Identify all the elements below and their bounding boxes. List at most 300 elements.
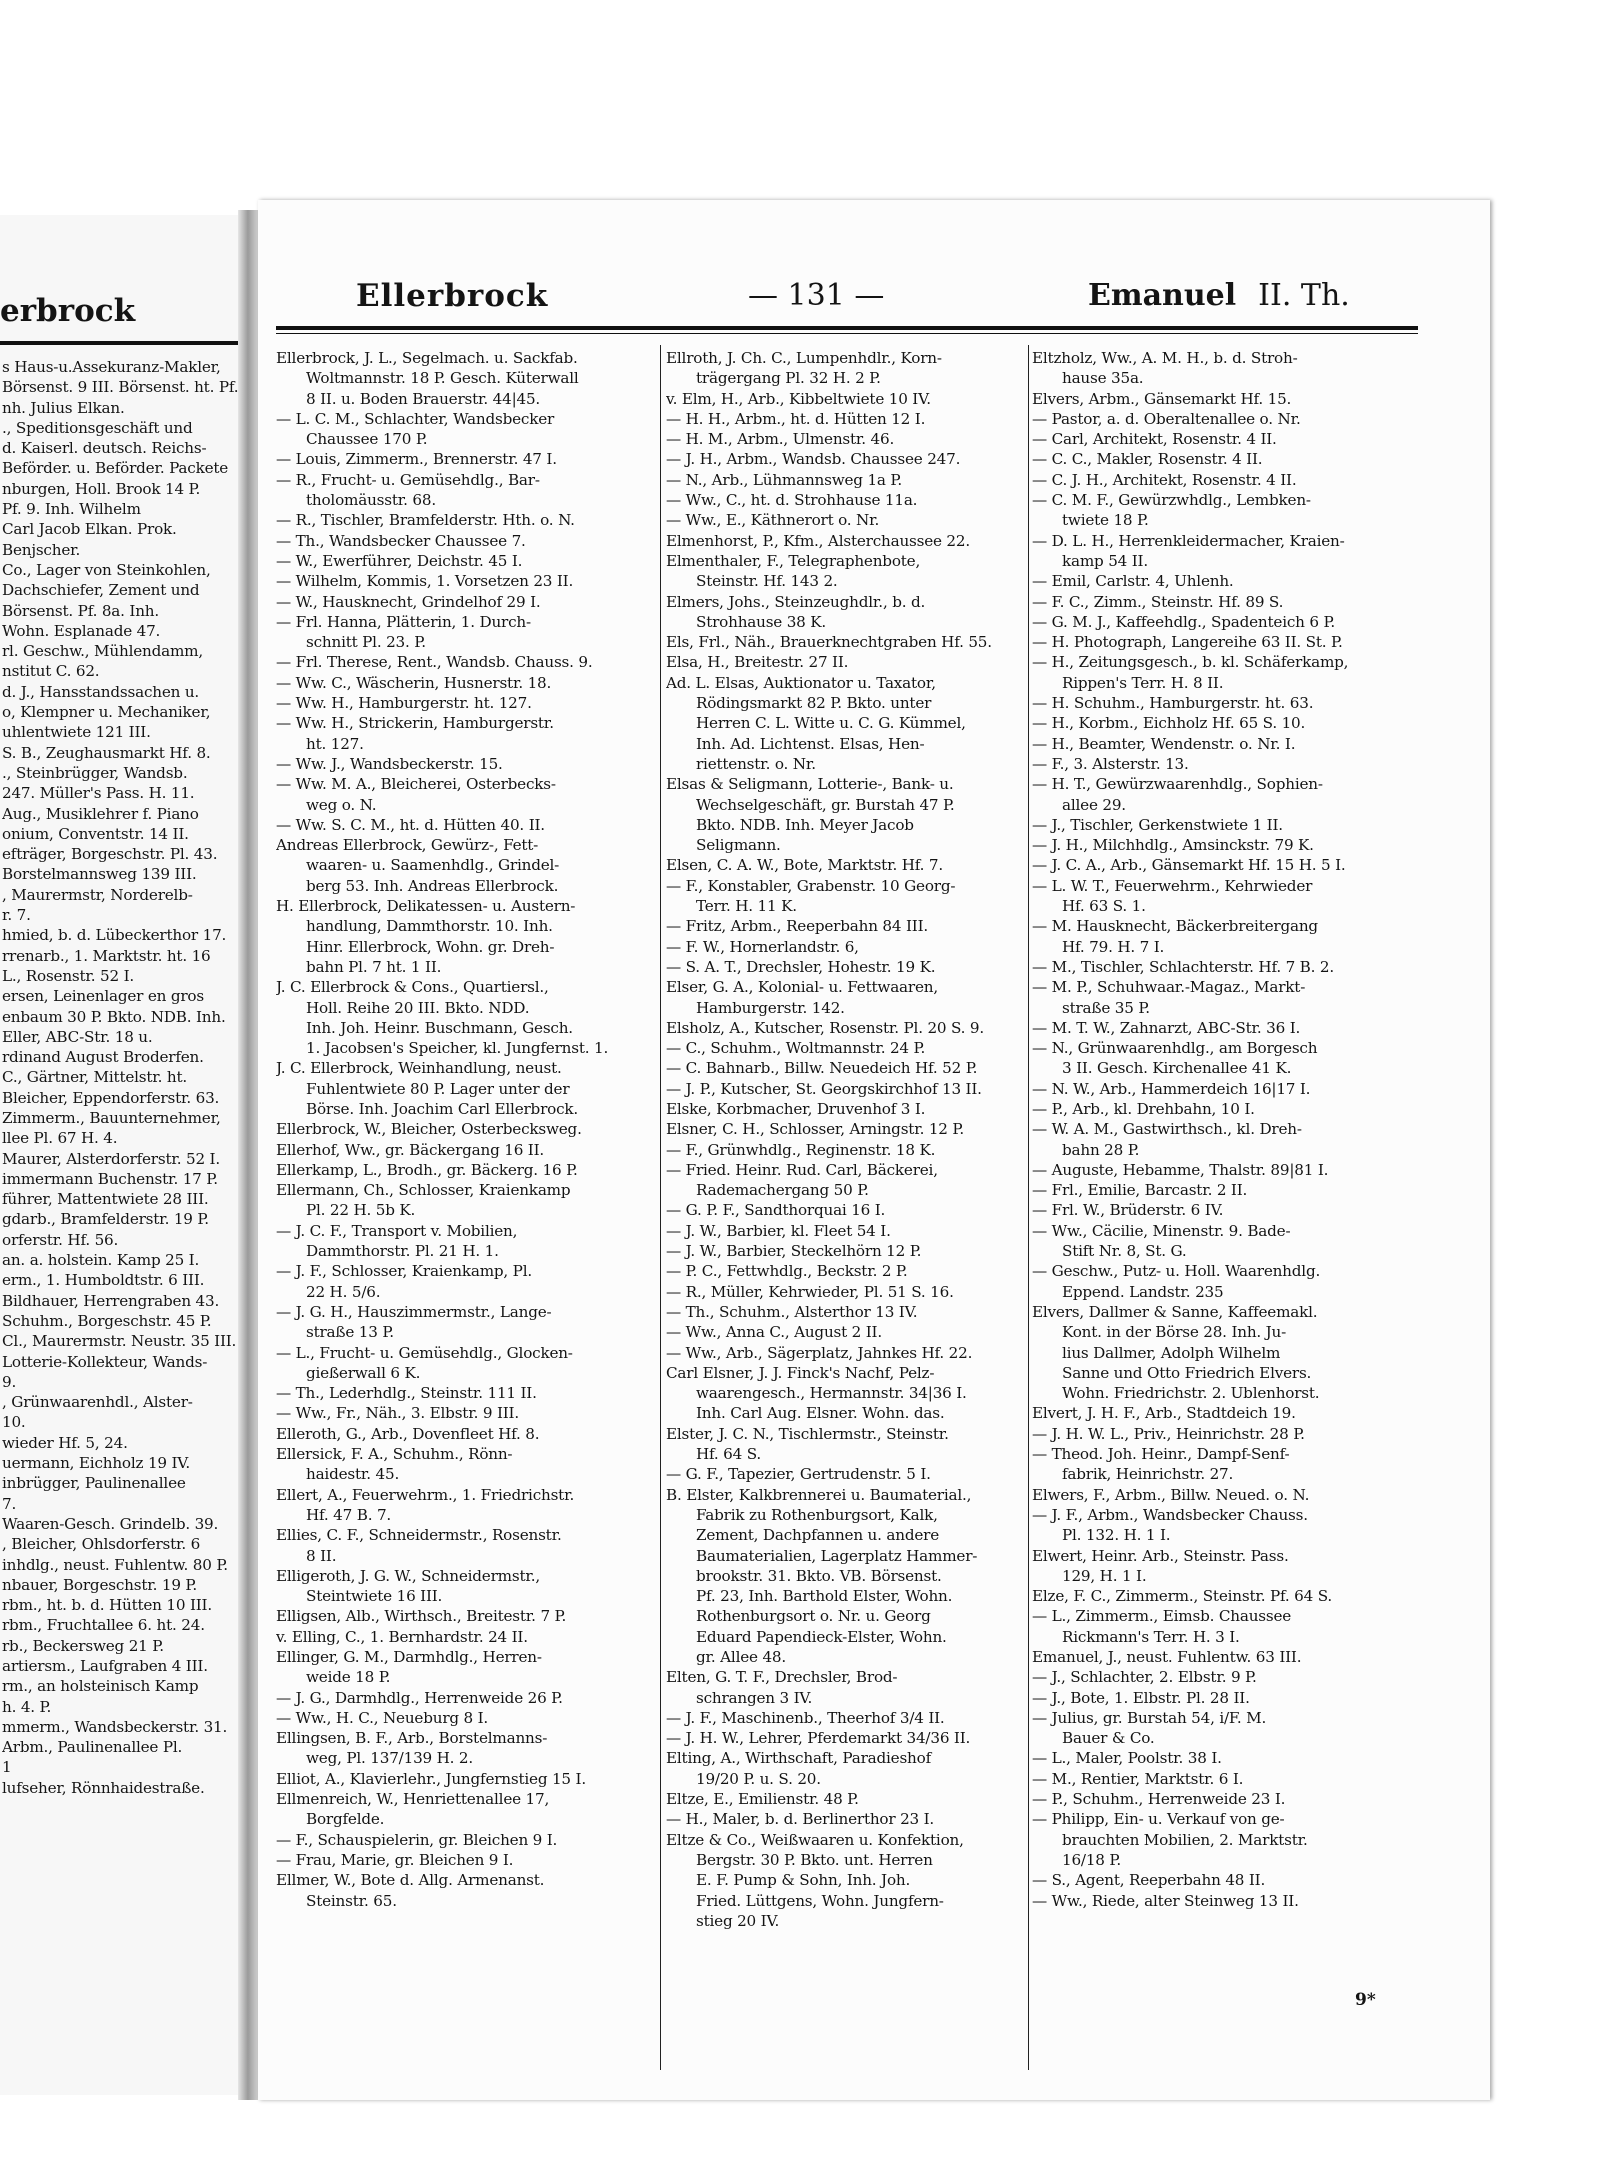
directory-page <box>258 200 1490 2100</box>
directory-entry-line: — P. C., Fettwhdlg., Beckstr. 2 P. <box>666 1262 908 1281</box>
directory-entry-line: — C. Bahnarb., Billw. Neuedeich Hf. 52 P. <box>666 1059 978 1078</box>
previous-page-fragment <box>0 215 245 2095</box>
previous-page-rule <box>0 341 240 345</box>
previous-page-line: d. Kaiserl. deutsch. Reichs- <box>2 439 207 458</box>
previous-page-line: d. J., Hansstandssachen u. <box>2 682 200 701</box>
directory-entry-line: — Frau, Marie, gr. Bleichen 9 I. <box>276 1850 514 1869</box>
directory-entry-line: — M. P., Schuhwaar.-Magaz., Markt- <box>1032 978 1306 997</box>
previous-page-line: S. B., Zeughausmarkt Hf. 8. <box>2 743 211 762</box>
part-label: II. Th. <box>1258 278 1350 313</box>
previous-page-line: Aug., Musiklehrer f. Piano <box>2 804 199 823</box>
directory-entry-line: Hamburgerstr. 142. <box>696 998 845 1017</box>
directory-entry-line: — G. M. J., Kaffeehdlg., Spadenteich 6 P. <box>1032 612 1336 631</box>
directory-entry-line: — M., Tischler, Schlachterstr. Hf. 7 B. 2. <box>1032 957 1334 976</box>
directory-entry-line: J. C. Ellerbrock & Cons., Quartiersl., <box>276 978 549 997</box>
directory-entry-line: v. Elling, C., 1. Bernhardstr. 24 II. <box>276 1627 528 1646</box>
directory-entry-line: Steintwiete 16 III. <box>306 1587 443 1606</box>
directory-entry-line: Steinstr. Hf. 143 2. <box>696 572 838 591</box>
directory-entry-line: — Ww. M. A., Bleicherei, Osterbecks- <box>276 775 556 794</box>
directory-entry-line: brookstr. 31. Bkto. VB. Börsenst. <box>696 1566 942 1585</box>
directory-entry-line: — Ww. C., Wäscherin, Husnerstr. 18. <box>276 673 552 692</box>
directory-entry-line: trägergang Pl. 32 H. 2 P. <box>696 369 881 388</box>
previous-page-line: Bildhauer, Herrengraben 43. <box>2 1291 220 1310</box>
previous-page-line: rb., Beckersweg 21 P. <box>2 1636 164 1655</box>
directory-entry-line: — S., Agent, Reeperbahn 48 II. <box>1032 1871 1266 1890</box>
directory-entry-line: — J. G. H., Hauszimmermstr., Lange- <box>276 1302 552 1321</box>
column-divider-1 <box>660 345 661 2070</box>
previous-page-line: , Maurermstr, Norderelb- <box>2 885 193 904</box>
directory-entry-line: — Ww., E., Käthnerort o. Nr. <box>666 511 880 530</box>
directory-entry-line: — J., Schlachter, 2. Elbstr. 9 P. <box>1032 1668 1257 1687</box>
previous-page-line: Co., Lager von Steinkohlen, <box>2 560 211 579</box>
directory-entry-line: schnitt Pl. 23. P. <box>306 633 426 652</box>
directory-entry-line: Elsas & Seligmann, Lotterie-, Bank- u. <box>666 775 954 794</box>
previous-page-line: C., Gärtner, Mittelstr. ht. <box>2 1068 188 1087</box>
directory-entry-line: fabrik, Heinrichstr. 27. <box>1062 1465 1234 1484</box>
directory-entry-line: — Frl., Emilie, Barcastr. 2 II. <box>1032 1181 1248 1200</box>
directory-entry-line: Rickmann's Terr. H. 3 I. <box>1062 1627 1240 1646</box>
directory-entry-line: — Ww. H., Strickerin, Hamburgerstr. <box>276 714 554 733</box>
directory-entry-line: — D. L. H., Herrenkleidermacher, Kraien- <box>1032 531 1345 550</box>
previous-page-line: Borstelmannsweg 139 III. <box>2 865 197 884</box>
directory-entry-line: Dammthorstr. Pl. 21 H. 1. <box>306 1242 499 1261</box>
directory-entry-line: Stift Nr. 8, St. G. <box>1062 1242 1187 1261</box>
previous-page-line: gdarb., Bramfelderstr. 19 P. <box>2 1210 209 1229</box>
directory-entry-line: Steinstr. 65. <box>306 1891 397 1910</box>
directory-entry-line: — P., Schuhm., Herrenweide 23 I. <box>1032 1790 1286 1809</box>
directory-entry-line: E. F. Pump & Sohn, Inh. Joh. <box>696 1871 911 1890</box>
previous-page-line: Schuhm., Borgeschstr. 45 P. <box>2 1311 212 1330</box>
directory-entry-line: — Ww., Cäcilie, Minenstr. 9. Bade- <box>1032 1221 1291 1240</box>
directory-entry-line: — Ww., Riede, alter Steinweg 13 II. <box>1032 1891 1299 1910</box>
directory-entry-line: 19/20 P. u. S. 20. <box>696 1769 821 1788</box>
directory-entry-line: — Pastor, a. d. Oberaltenallee o. Nr. <box>1032 409 1301 428</box>
previous-page-line: nstitut C. 62. <box>2 662 100 681</box>
previous-page-line: Bleicher, Eppendorferstr. 63. <box>2 1088 220 1107</box>
directory-entry-line: schrangen 3 IV. <box>696 1688 813 1707</box>
directory-entry-line: tholomäusstr. 68. <box>306 491 436 510</box>
directory-entry-line: — Emil, Carlstr. 4, Uhlenh. <box>1032 572 1234 591</box>
directory-entry-line: Elligsen, Alb., Wirthsch., Breitestr. 7 P. <box>276 1607 567 1626</box>
directory-entry-line: Eppend. Landstr. 235 <box>1062 1282 1224 1301</box>
column-3 <box>1032 348 1412 1911</box>
directory-entry-line: — J. P., Kutscher, St. Georgskirchhof 13 II. <box>666 1079 982 1098</box>
directory-entry-line: Bergstr. 30 P. Bkto. unt. Herren <box>696 1850 933 1869</box>
directory-entry-line: Hf. 79. H. 7 I. <box>1062 937 1165 956</box>
directory-entry-line: — Fritz, Arbm., Reeperbahn 84 III. <box>666 917 928 936</box>
directory-entry-line: — Frl. Hanna, Plätterin, 1. Durch- <box>276 612 531 631</box>
directory-entry-line: — R., Müller, Kehrwieder, Pl. 51 S. 16. <box>666 1282 954 1301</box>
directory-entry-line: — H. H., Arbm., ht. d. Hütten 12 I. <box>666 409 926 428</box>
directory-entry-line: — F. C., Zimm., Steinstr. Hf. 89 S. <box>1032 592 1284 611</box>
directory-entry-line: — W., Hausknecht, Grindelhof 29 I. <box>276 592 541 611</box>
previous-page-line: Dachschiefer, Zement und <box>2 581 200 600</box>
directory-entry-line: Inh. Ad. Lichtenst. Elsas, Hen- <box>696 734 925 753</box>
directory-entry-line: — J. H. W. L., Priv., Heinrichstr. 28 P. <box>1032 1424 1305 1443</box>
directory-entry-line: Börse. Inh. Joachim Carl Ellerbrock. <box>306 1099 579 1118</box>
directory-entry-line: — Wilhelm, Kommis, 1. Vorsetzen 23 II. <box>276 572 574 591</box>
previous-page-line: , Bleicher, Ohlsdorferstr. 6 <box>2 1535 201 1554</box>
directory-entry-line: Fried. Lüttgens, Wohn. Jungfern- <box>696 1891 944 1910</box>
directory-entry-line: Pf. 23, Inh. Barthold Elster, Wohn. <box>696 1587 953 1606</box>
directory-entry-line: Elmers, Johs., Steinzeughdlr., b. d. <box>666 592 926 611</box>
directory-entry-line: kamp 54 II. <box>1062 551 1148 570</box>
directory-entry-line: — F., 3. Alsterstr. 13. <box>1032 754 1189 773</box>
directory-entry-line: Ellies, C. F., Schneidermstr., Rosenstr. <box>276 1526 562 1545</box>
previous-page-line: Börsenst. 9 III. Börsenst. ht. Pf. <box>2 378 239 397</box>
directory-entry-line: Bkto. NDB. Inh. Meyer Jacob <box>696 815 914 834</box>
directory-entry-line: Fuhlentwiete 80 P. Lager unter der <box>306 1079 570 1098</box>
previous-page-line: Zimmerm., Bauunternehmer, <box>2 1108 221 1127</box>
directory-entry-line: — C., Schuhm., Woltmannstr. 24 P. <box>666 1039 926 1058</box>
directory-entry-line: Elsner, C. H., Schlosser, Arningstr. 12 P. <box>666 1120 964 1139</box>
header-double-rule <box>276 326 1418 334</box>
directory-entry-line: Holl. Reihe 20 III. Bkto. NDD. <box>306 998 530 1017</box>
previous-page-line: rdinand August Broderfen. <box>2 1048 204 1067</box>
previous-page-line: 1 <box>2 1758 12 1777</box>
directory-entry-line: — P., Arb., kl. Drehbahn, 10 I. <box>1032 1099 1255 1118</box>
directory-entry-line: — J., Bote, 1. Elbstr. Pl. 28 II. <box>1032 1688 1250 1707</box>
directory-entry-line: — Ww., Anna C., August 2 II. <box>666 1323 882 1342</box>
previous-page-line: nburgen, Holl. Brook 14 P. <box>2 479 201 498</box>
directory-entry-line: ht. 127. <box>306 734 364 753</box>
directory-entry-line: 1. Jacobsen's Speicher, kl. Jungfernst. 1. <box>306 1039 609 1058</box>
directory-entry-line: — F., Konstabler, Grabenstr. 10 Georg- <box>666 876 956 895</box>
directory-entry-line: lius Dallmer, Adolph Wilhelm <box>1062 1343 1281 1362</box>
directory-entry-line: — Julius, gr. Burstah 54, i/F. M. <box>1032 1708 1267 1727</box>
signature-mark: 9* <box>1355 1990 1376 2010</box>
previous-page-line: Börsenst. Pf. 8a. Inh. <box>2 601 159 620</box>
previous-page-line: 9. <box>2 1372 17 1391</box>
previous-page-line: Lotterie-Kollekteur, Wands- <box>2 1352 208 1371</box>
directory-entry-line: straße 35 P. <box>1062 998 1150 1017</box>
previous-page-line: artiersm., Laufgraben 4 III. <box>2 1657 208 1675</box>
directory-entry-line: — R., Frucht- u. Gemüsehdlg., Bar- <box>276 470 540 489</box>
directory-entry-line: hause 35a. <box>1062 369 1144 388</box>
directory-entry-line: Ad. L. Elsas, Auktionator u. Taxator, <box>666 673 936 692</box>
directory-entry-line: — Ww. J., Wandsbeckerstr. 15. <box>276 754 503 773</box>
directory-entry-line: Carl Elsner, J. J. Finck's Nachf, Pelz- <box>666 1363 935 1382</box>
previous-page-line: s Haus-u.Assekuranz-Makler, <box>2 358 221 376</box>
directory-entry-line: Rödingsmarkt 82 P. Bkto. unter <box>696 694 932 713</box>
previous-page-line: onium, Conventstr. 14 II. <box>2 824 189 843</box>
directory-entry-line: — Philipp, Ein- u. Verkauf von ge- <box>1032 1810 1285 1829</box>
directory-entry-line: — M., Rentier, Marktstr. 6 I. <box>1032 1769 1244 1788</box>
directory-entry-line: Elvert, J. H. F., Arb., Stadtdeich 19. <box>1032 1404 1296 1423</box>
directory-entry-line: — Ww., H. C., Neueburg 8 I. <box>276 1708 489 1727</box>
directory-entry-line: Hf. 64 S. <box>696 1445 762 1464</box>
directory-entry-line: Rothenburgsort o. Nr. u. Georg <box>696 1607 931 1626</box>
directory-entry-line: — Auguste, Hebamme, Thalstr. 89|81 I. <box>1032 1160 1329 1179</box>
directory-entry-line: — J. W., Barbier, Steckelhörn 12 P. <box>666 1242 922 1261</box>
directory-entry-line: B. Elster, Kalkbrennerei u. Baumaterial., <box>666 1485 972 1504</box>
directory-entry-line: Elster, J. C. N., Tischlermstr., Steinstr. <box>666 1424 949 1443</box>
directory-entry-line: Wechselgeschäft, gr. Burstah 47 P. <box>696 795 955 814</box>
directory-entry-line: — H. T., Gewürzwaarenhdlg., Sophien- <box>1032 775 1323 794</box>
directory-entry-line: J. C. Ellerbrock, Weinhandlung, neust. <box>276 1059 562 1078</box>
directory-entry-line: Rippen's Terr. H. 8 II. <box>1062 673 1224 692</box>
directory-entry-line: — J. F., Maschinenb., Theerhof 3/4 II. <box>666 1708 945 1727</box>
directory-entry-line: — H., Zeitungsgesch., b. kl. Schäferkamp, <box>1032 653 1349 672</box>
directory-entry-line: — Th., Wandsbecker Chaussee 7. <box>276 531 526 550</box>
previous-page-line: Arbm., Paulinenallee Pl. <box>2 1738 183 1757</box>
previous-page-line: L., Rosenstr. 52 I. <box>2 966 135 985</box>
previous-page-line: uermann, Eichholz 19 IV. <box>2 1454 191 1473</box>
previous-page-line: ., Speditionsgeschäft und <box>2 418 193 437</box>
directory-entry-line: — Theod. Joh. Heinr., Dampf-Senf- <box>1032 1445 1290 1464</box>
directory-entry-line: Hinr. Ellerbrock, Wohn. gr. Dreh- <box>306 937 555 956</box>
previous-page-line: o, Klempner u. Mechaniker, <box>2 703 211 722</box>
directory-entry-line: — H. Schuhm., Hamburgerstr. ht. 63. <box>1032 694 1314 713</box>
previous-page-line: , Grünwaarenhdl., Alster- <box>2 1393 193 1412</box>
directory-entry-line: — F. W., Hornerlandstr. 6, <box>666 937 859 956</box>
directory-entry-line: weg, Pl. 137/139 H. 2. <box>306 1749 474 1768</box>
directory-entry-line: Ellmer, W., Bote d. Allg. Armenanst. <box>276 1871 545 1890</box>
directory-entry-line: — M. Hausknecht, Bäckerbreitergang <box>1032 917 1318 936</box>
directory-entry-line: Pl. 22 H. 5b K. <box>306 1201 416 1220</box>
column-1 <box>276 348 656 1911</box>
previous-page-line: Beförder. u. Beförder. Packete <box>2 459 229 478</box>
directory-entry-line: Bauer & Co. <box>1062 1729 1155 1748</box>
directory-entry-line: Ellroth, J. Ch. C., Lumpenhdlr., Korn- <box>666 349 942 367</box>
directory-entry-line: v. Elm, H., Arb., Kibbeltwiete 10 IV. <box>666 389 931 408</box>
page-number: — 131 — <box>748 278 885 313</box>
directory-entry-line: — C. M. F., Gewürzwhdlg., Lembken- <box>1032 491 1311 510</box>
directory-entry-line: — J. H. W., Lehrer, Pferdemarkt 34/36 II. <box>666 1729 971 1748</box>
directory-entry-line: — L., Frucht- u. Gemüsehdlg., Glocken- <box>276 1343 573 1362</box>
previous-page-line: inbrügger, Paulinenallee <box>2 1474 186 1493</box>
previous-page-line: efträger, Borgeschstr. Pl. 43. <box>2 845 218 864</box>
previous-page-line: Benjscher. <box>2 540 81 559</box>
previous-page-line: ersen, Leinenlager en gros <box>2 987 204 1006</box>
directory-entry-line: — F., Schauspielerin, gr. Bleichen 9 I. <box>276 1830 558 1849</box>
column-divider-2 <box>1028 345 1029 2070</box>
previous-page-line: wieder Hf. 5, 24. <box>2 1433 128 1452</box>
directory-entry-line: H. Ellerbrock, Delikatessen- u. Austern- <box>276 897 576 916</box>
previous-page-line: orferstr. Hf. 56. <box>2 1230 119 1249</box>
right-catchword: Emanuel <box>1088 278 1237 313</box>
previous-page-line: rm., an holsteinisch Kamp <box>2 1677 199 1696</box>
directory-entry-line: Elser, G. A., Kolonial- u. Fettwaaren, <box>666 978 938 997</box>
directory-entry-line: Strohhause 38 K. <box>696 612 827 631</box>
previous-page-line: nh. Julius Elkan. <box>2 398 125 417</box>
directory-entry-line: — G. P. F., Sandthorquai 16 I. <box>666 1201 886 1220</box>
directory-entry-line: — Louis, Zimmerm., Brennerstr. 47 I. <box>276 450 557 469</box>
directory-entry-line: Andreas Ellerbrock, Gewürz-, Fett- <box>276 836 539 855</box>
directory-entry-line: riettenstr. o. Nr. <box>696 754 816 773</box>
directory-entry-line: Chaussee 170 P. <box>306 430 428 449</box>
directory-entry-line: Wohn. Friedrichstr. 2. Ublenhorst. <box>1062 1384 1320 1403</box>
directory-entry-line: — Ww., Fr., Näh., 3. Elbstr. 9 III. <box>276 1404 519 1423</box>
previous-page-line: mmerm., Wandsbeckerstr. 31. <box>2 1717 228 1736</box>
directory-entry-line: — H. M., Arbm., Ulmenstr. 46. <box>666 430 895 449</box>
previous-page-line: inhdlg., neust. Fuhlentw. 80 P. <box>2 1555 228 1574</box>
directory-entry-line: — N., Grünwaarenhdlg., am Borgesch <box>1032 1039 1318 1058</box>
previous-page-line: h. 4. P. <box>2 1697 52 1716</box>
directory-entry-line: — G. F., Tapezier, Gertrudenstr. 5 I. <box>666 1465 931 1484</box>
previous-page-line: rrenarb., 1. Marktstr. ht. 16 <box>2 946 211 965</box>
directory-entry-line: Baumaterialien, Lagerplatz Hammer- <box>696 1546 978 1565</box>
previous-page-line: nbauer, Borgeschstr. 19 P. <box>2 1575 197 1594</box>
directory-entry-line: Ellmenreich, W., Henriettenallee 17, <box>276 1790 550 1809</box>
previous-page-line: immermann Buchenstr. 17 P. <box>2 1169 218 1188</box>
directory-entry-line: 129, H. 1 I. <box>1062 1566 1147 1585</box>
previous-page-line: ., Steinbrügger, Wandsb. <box>2 763 188 782</box>
previous-page-line: Maurer, Alsterdorferstr. 52 I. <box>2 1149 220 1168</box>
previous-page-line: enbaum 30 P. Bkto. NDB. Inh. <box>2 1007 226 1026</box>
directory-entry-line: Borgfelde. <box>306 1810 385 1829</box>
right-catchword-group <box>1088 278 1350 313</box>
directory-entry-line: Elligeroth, J. G. W., Schneidermstr., <box>276 1566 540 1585</box>
directory-entry-line: — J. C. F., Transport v. Mobilien, <box>276 1221 518 1240</box>
directory-entry-line: — H., Beamter, Wendenstr. o. Nr. I. <box>1032 734 1296 753</box>
directory-entry-line: Ellinger, G. M., Darmhdlg., Herren- <box>276 1648 542 1666</box>
directory-entry-line: — N. W., Arb., Hammerdeich 16|17 I. <box>1032 1079 1311 1098</box>
directory-entry-line: Ellersick, F. A., Schuhm., Rönn- <box>276 1445 513 1464</box>
directory-entry-line: — J. H., Arbm., Wandsb. Chaussee 247. <box>666 450 961 469</box>
directory-entry-line: Eltze & Co., Weißwaaren u. Konfektion, <box>666 1830 964 1849</box>
directory-entry-line: weg o. N. <box>306 795 377 814</box>
directory-entry-line: Elske, Korbmacher, Druvenhof 3 I. <box>666 1099 926 1118</box>
directory-entry-line: — W. A. M., Gastwirthsch., kl. Dreh- <box>1032 1120 1302 1139</box>
previous-page-line: rbm., Fruchtallee 6. ht. 24. <box>2 1616 205 1635</box>
directory-entry-line: 3 II. Gesch. Kirchenallee 41 K. <box>1062 1059 1292 1078</box>
directory-entry-line: bahn 28 P. <box>1062 1140 1140 1159</box>
directory-entry-line: — L., Zimmerm., Eimsb. Chaussee <box>1032 1607 1292 1626</box>
directory-entry-line: bahn Pl. 7 ht. 1 II. <box>306 957 442 976</box>
previous-page-line: erm., 1. Humboldtstr. 6 III. <box>2 1271 205 1290</box>
directory-entry-line: Elvers, Arbm., Gänsemarkt Hf. 15. <box>1032 389 1292 408</box>
directory-entry-line: 8 II. u. Boden Brauerstr. 44|45. <box>306 389 541 408</box>
column-2 <box>666 348 1046 1931</box>
directory-entry-line: Hf. 63 S. 1. <box>1062 897 1146 916</box>
previous-page-line: llee Pl. 67 H. 4. <box>2 1129 118 1148</box>
directory-entry-line: — L. C. M., Schlachter, Wandsbecker <box>276 409 555 428</box>
directory-entry-line: gr. Allee 48. <box>696 1648 787 1666</box>
directory-entry-line: Zement, Dachpfannen u. andere <box>696 1526 939 1545</box>
directory-entry-line: Terr. H. 11 K. <box>696 897 797 916</box>
directory-entry-line: — J. F., Schlosser, Kraienkamp, Pl. <box>276 1262 532 1281</box>
directory-entry-line: — C. J. H., Architekt, Rosenstr. 4 II. <box>1032 470 1297 489</box>
previous-page-line: Waaren-Gesch. Grindelb. 39. <box>2 1514 219 1533</box>
previous-page-catchword: erbrock <box>0 293 136 329</box>
directory-entry-line: — R., Tischler, Bramfelderstr. Hth. o. N. <box>276 511 575 530</box>
directory-entry-line: — Th., Schuhm., Alsterthor 13 IV. <box>666 1302 918 1321</box>
directory-entry-line: — C. C., Makler, Rosenstr. 4 II. <box>1032 450 1263 469</box>
directory-entry-line: — L. W. T., Feuerwehrm., Kehrwieder <box>1032 876 1313 895</box>
left-catchword: Ellerbrock <box>356 278 549 314</box>
directory-entry-line: handlung, Dammthorstr. 10. Inh. <box>306 917 553 936</box>
previous-page-line: Wohn. Esplanade 47. <box>2 621 161 640</box>
directory-entry-line: Sanne und Otto Friedrich Elvers. <box>1062 1363 1312 1382</box>
directory-entry-line: — Frl. Therese, Rent., Wandsb. Chauss. 9. <box>276 653 593 672</box>
directory-entry-line: Woltmannstr. 18 P. Gesch. Küterwall <box>306 369 579 388</box>
directory-entry-line: berg 53. Inh. Andreas Ellerbrock. <box>306 876 559 895</box>
directory-entry-line: — Geschw., Putz- u. Holl. Waarenhdlg. <box>1032 1262 1321 1281</box>
directory-entry-line: weide 18 P. <box>306 1668 391 1687</box>
directory-entry-line: Eduard Papendieck-Elster, Wohn. <box>696 1627 947 1646</box>
directory-entry-line: Elting, A., Wirthschaft, Paradieshof <box>666 1749 931 1768</box>
directory-entry-line: — J. C. A., Arb., Gänsemarkt Hf. 15 H. 5 I. <box>1032 856 1346 875</box>
directory-entry-line: Ellingsen, B. F., Arb., Borstelmanns- <box>276 1729 548 1748</box>
directory-entry-line: Elwers, F., Arbm., Billw. Neued. o. N. <box>1032 1485 1310 1504</box>
book-gutter <box>238 210 260 2100</box>
previous-page-line: uhlentwiete 121 III. <box>2 723 151 742</box>
previous-page-line: 10. <box>2 1413 26 1432</box>
directory-entry-line: — J. H., Milchhdlg., Amsinckstr. 79 K. <box>1032 836 1314 855</box>
directory-entry-line: Emanuel, J., neust. Fuhlentw. 63 III. <box>1032 1648 1302 1666</box>
directory-entry-line: — Frl. W., Brüderstr. 6 IV. <box>1032 1201 1224 1220</box>
directory-entry-line: — J. G., Darmhdlg., Herrenweide 26 P. <box>276 1688 563 1707</box>
directory-entry-line: — W., Ewerführer, Deichstr. 45 I. <box>276 551 523 570</box>
directory-entry-line: — J., Tischler, Gerkenstwiete 1 II. <box>1032 815 1283 834</box>
directory-entry-line: Eltzholz, Ww., A. M. H., b. d. Stroh- <box>1032 349 1298 367</box>
directory-entry-line: — Ww., Arb., Sägerplatz, Jahnkes Hf. 22. <box>666 1343 973 1362</box>
previous-page-line: an. a. holstein. Kamp 25 I. <box>2 1251 200 1270</box>
directory-entry-line: — Ww. H., Hamburgerstr. ht. 127. <box>276 694 532 713</box>
previous-page-line: lufseher, Rönnhaidestraße. <box>2 1778 205 1797</box>
directory-entry-line: Seligmann. <box>696 836 781 855</box>
previous-page-lines <box>2 357 245 1798</box>
directory-entry-line: allee 29. <box>1062 795 1126 814</box>
directory-entry-line: — F., Grünwhdlg., Reginenstr. 18 K. <box>666 1140 936 1159</box>
directory-entry-line: 8 II. <box>306 1546 337 1565</box>
directory-entry-line: Ellerbrock, W., Bleicher, Osterbecksweg. <box>276 1120 582 1139</box>
directory-entry-line: — S. A. T., Drechsler, Hohestr. 19 K. <box>666 957 936 976</box>
directory-entry-line: Rademachergang 50 P. <box>696 1181 869 1200</box>
directory-entry-line: Elwert, Heinr. Arb., Steinstr. Pass. <box>1032 1546 1289 1565</box>
previous-page-line: r. 7. <box>2 906 31 925</box>
directory-entry-line: — H. Photograph, Langereihe 63 II. St. P. <box>1032 633 1343 652</box>
directory-entry-line: Elsa, H., Breitestr. 27 II. <box>666 653 849 672</box>
directory-entry-line: — J. F., Arbm., Wandsbecker Chauss. <box>1032 1505 1308 1524</box>
directory-entry-line: — H., Korbm., Eichholz Hf. 65 S. 10. <box>1032 714 1306 733</box>
directory-entry-line: Pl. 132. H. 1 I. <box>1062 1526 1171 1545</box>
previous-page-line: führer, Mattentwiete 28 III. <box>2 1190 209 1209</box>
directory-entry-line: Ellerbrock, J. L., Segelmach. u. Sackfab. <box>276 349 578 367</box>
previous-page-line: 7. <box>2 1494 17 1513</box>
directory-entry-line: Inh. Carl Aug. Elsner. Wohn. das. <box>696 1404 945 1423</box>
directory-entry-line: brauchten Mobilien, 2. Marktstr. <box>1062 1830 1308 1849</box>
directory-entry-line: stieg 20 IV. <box>696 1911 780 1930</box>
previous-page-line: rbm., ht. b. d. Hütten 10 III. <box>2 1596 212 1615</box>
directory-entry-line: Elleroth, G., Arb., Dovenfleet Hf. 8. <box>276 1424 540 1443</box>
directory-entry-line: — H., Maler, b. d. Berlinerthor 23 I. <box>666 1810 935 1829</box>
previous-page-line: rl. Geschw., Mühlendamm, <box>2 642 204 661</box>
directory-entry-line: — Th., Lederhdlg., Steinstr. 111 II. <box>276 1384 537 1403</box>
directory-entry-line: Hf. 47 B. 7. <box>306 1505 392 1524</box>
directory-entry-line: Eltze, E., Emilienstr. 48 P. <box>666 1790 859 1809</box>
directory-entry-line: 22 H. 5/6. <box>306 1282 381 1301</box>
directory-entry-line: Elze, F. C., Zimmerm., Steinstr. Pf. 64 S. <box>1032 1587 1332 1606</box>
directory-entry-line: — Ww. S. C. M., ht. d. Hütten 40. II. <box>276 815 545 834</box>
directory-entry-line: Elliot, A., Klavierlehr., Jungfernstieg 15 I. <box>276 1769 586 1788</box>
directory-entry-line: gießerwall 6 K. <box>306 1363 421 1382</box>
directory-entry-line: Elmenhorst, P., Kfm., Alsterchaussee 22. <box>666 531 970 550</box>
directory-entry-line: — J. W., Barbier, kl. Fleet 54 I. <box>666 1221 891 1240</box>
page-header <box>258 278 1490 322</box>
directory-entry-line: twiete 18 P. <box>1062 511 1149 530</box>
directory-entry-line: — Carl, Architekt, Rosenstr. 4 II. <box>1032 430 1277 449</box>
directory-entry-line: Elmenthaler, F., Telegraphenbote, <box>666 551 921 570</box>
previous-page-line: 247. Müller's Pass. H. 11. <box>2 784 195 803</box>
directory-entry-line: waarengesch., Hermannstr. 34|36 I. <box>696 1384 967 1403</box>
directory-entry-line: Elten, G. T. F., Drechsler, Brod- <box>666 1668 898 1687</box>
previous-page-line: hmied, b. d. Lübeckerthor 17. <box>2 926 227 945</box>
directory-entry-line: Ellermann, Ch., Schlosser, Kraienkamp <box>276 1181 571 1200</box>
directory-entry-line: Elsholz, A., Kutscher, Rosenstr. Pl. 20 S. 9. <box>666 1018 985 1037</box>
directory-entry-line: 16/18 P. <box>1062 1850 1121 1869</box>
